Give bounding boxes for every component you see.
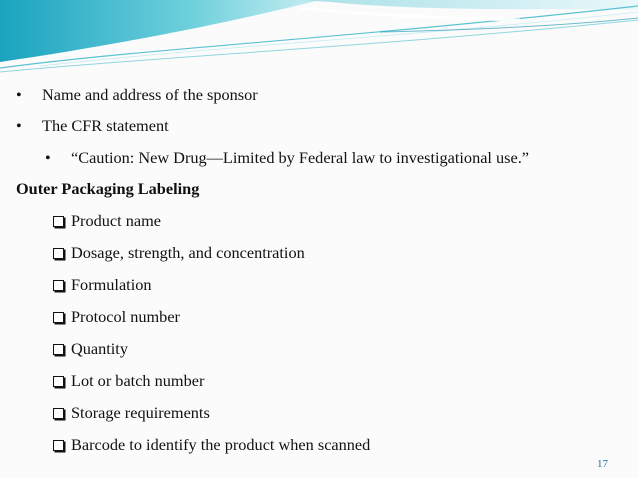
checklist-text: Storage requirements [71,403,210,422]
checklist-item [53,243,305,263]
bullet-item [16,85,258,105]
bullet-marker: • [16,116,22,135]
page-number: 17 [597,458,608,470]
cfr-statement-text: “Caution: New Drug—Limited by Federal law to investigational use.” [71,148,530,167]
sub-bullet-item [45,148,529,168]
section-heading: Outer Packaging Labeling [16,179,200,198]
checklist-text: Dosage, strength, and concentration [71,243,305,262]
checklist-item [53,339,128,359]
checklist-item [53,275,152,295]
checklist-text: Barcode to identify the product when scanned [71,435,371,454]
checklist-item [53,435,370,455]
checklist-item [53,403,210,423]
checkbox-icon [53,280,64,291]
checklist-item [53,307,180,327]
bullet-item [16,116,169,136]
checkbox-icon [53,440,64,451]
checklist-text: Product name [71,211,161,230]
bullet-text: Name and address of the sponsor [42,85,258,104]
checklist-text: Protocol number [71,307,180,326]
checkbox-icon [53,216,64,227]
bullet-marker: • [16,85,22,104]
checklist-item [53,371,204,391]
bullet-marker: • [45,148,51,167]
checklist-item [53,211,161,231]
checklist-text: Lot or batch number [71,371,205,390]
bullet-text: The CFR statement [42,116,169,135]
checkbox-icon [53,248,64,259]
checklist-text: Formulation [71,275,152,294]
checkbox-icon [53,408,64,419]
checkbox-icon [53,344,64,355]
checklist-text: Quantity [71,339,128,358]
checkbox-icon [53,376,64,387]
checkbox-icon [53,312,64,323]
